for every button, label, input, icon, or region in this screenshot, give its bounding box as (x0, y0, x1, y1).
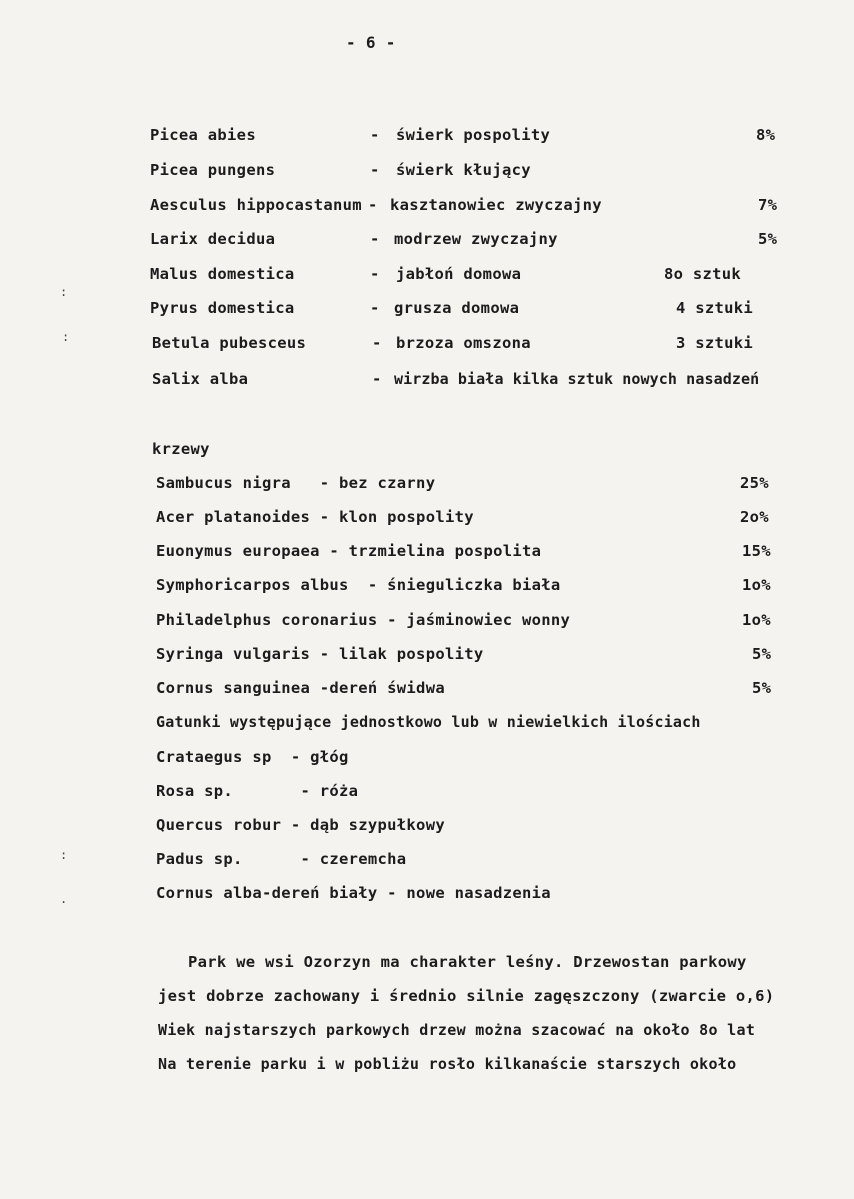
shrub-text: Cornus sanguinea -dereń świdwa (156, 679, 445, 697)
tree-latin: Malus domestica (150, 265, 295, 283)
single-species-heading: Gatunki występujące jednostkowo lub w niewielkich ilościach (156, 713, 701, 731)
shrub-text: Symphoricarpos albus - śnieguliczka biała (156, 576, 561, 594)
shrubs-heading: krzewy (152, 440, 210, 458)
tree-polish: świerk pospolity (396, 126, 551, 144)
tree-latin: Picea abies (150, 126, 256, 144)
paragraph-line: jest dobrze zachowany i średnio silnie zagęszczony (zwarcie o,6) (158, 987, 775, 1005)
tree-sep: - (372, 334, 382, 352)
list-item: Rosa sp. - róża (156, 782, 359, 800)
paragraph-line: Na terenie parku i w pobliżu rosło kilkanaście starszych około (158, 1055, 737, 1073)
paragraph-line: Park we wsi Ozorzyn ma charakter leśny. Drzewostan parkowy (188, 953, 747, 971)
shrub-text: Philadelphus coronarius - jaśminowiec wonny (156, 611, 571, 629)
list-item: Padus sp. - czeremcha (156, 850, 407, 868)
tree-polish: jabłoń domowa (396, 265, 522, 283)
shrub-amount: 1o% (742, 576, 771, 594)
shrub-amount: 15% (742, 542, 771, 560)
scan-mark: . (60, 892, 68, 906)
tree-latin: Picea pungens (150, 161, 276, 179)
shrub-amount: 25% (740, 474, 769, 492)
scan-mark: : (60, 285, 68, 299)
tree-polish: modrzew zwyczajny (394, 230, 558, 248)
page-number: - 6 - (346, 33, 396, 52)
shrub-text: Euonymus europaea - trzmielina pospolita (156, 542, 542, 560)
tree-polish: grusza domowa (394, 299, 520, 317)
tree-sep: - (370, 161, 380, 179)
shrub-amount: 5% (752, 679, 772, 697)
tree-sep: - (370, 265, 380, 283)
tree-amount: 3 sztuki (676, 334, 754, 352)
tree-latin: Pyrus domestica (150, 299, 295, 317)
tree-latin: Salix alba (152, 370, 249, 388)
tree-polish: kasztanowiec zwyczajny (390, 196, 602, 214)
shrub-amount: 5% (752, 645, 772, 663)
tree-amount: 4 sztuki (676, 299, 754, 317)
list-item: Quercus robur - dąb szypułkowy (156, 816, 445, 834)
tree-latin: Betula pubesceus (152, 334, 307, 352)
tree-latin: Aesculus hippocastanum (150, 196, 362, 214)
tree-amount: 5% (758, 230, 778, 248)
shrub-amount: 1o% (742, 611, 771, 629)
tree-latin: Larix decidua (150, 230, 276, 248)
tree-amount: 8o sztuk (664, 265, 742, 283)
tree-polish: brzoza omszona (396, 334, 531, 352)
tree-sep: - (370, 299, 380, 317)
shrub-text: Syringa vulgaris - lilak pospolity (156, 645, 484, 663)
tree-amount: 8% (756, 126, 776, 144)
scan-mark: : (62, 330, 70, 344)
tree-sep: - (370, 230, 380, 248)
tree-polish: świerk kłujący (396, 161, 531, 179)
list-item: Cornus alba-dereń biały - nowe nasadzenia (156, 884, 551, 902)
tree-sep: - (368, 196, 378, 214)
list-item: Crataegus sp - głóg (156, 748, 349, 766)
shrub-amount: 2o% (740, 508, 769, 526)
tree-amount: 7% (758, 196, 778, 214)
tree-sep: - (370, 126, 380, 144)
tree-sep: - (372, 370, 382, 388)
tree-polish: wirzba biała kilka sztuk nowych nasadzeń (394, 370, 760, 388)
shrub-text: Acer platanoides - klon pospolity (156, 508, 474, 526)
shrub-text: Sambucus nigra - bez czarny (156, 474, 436, 492)
scan-mark: : (60, 848, 68, 862)
paragraph-line: Wiek najstarszych parkowych drzew można szacować na około 8o lat (158, 1021, 756, 1039)
